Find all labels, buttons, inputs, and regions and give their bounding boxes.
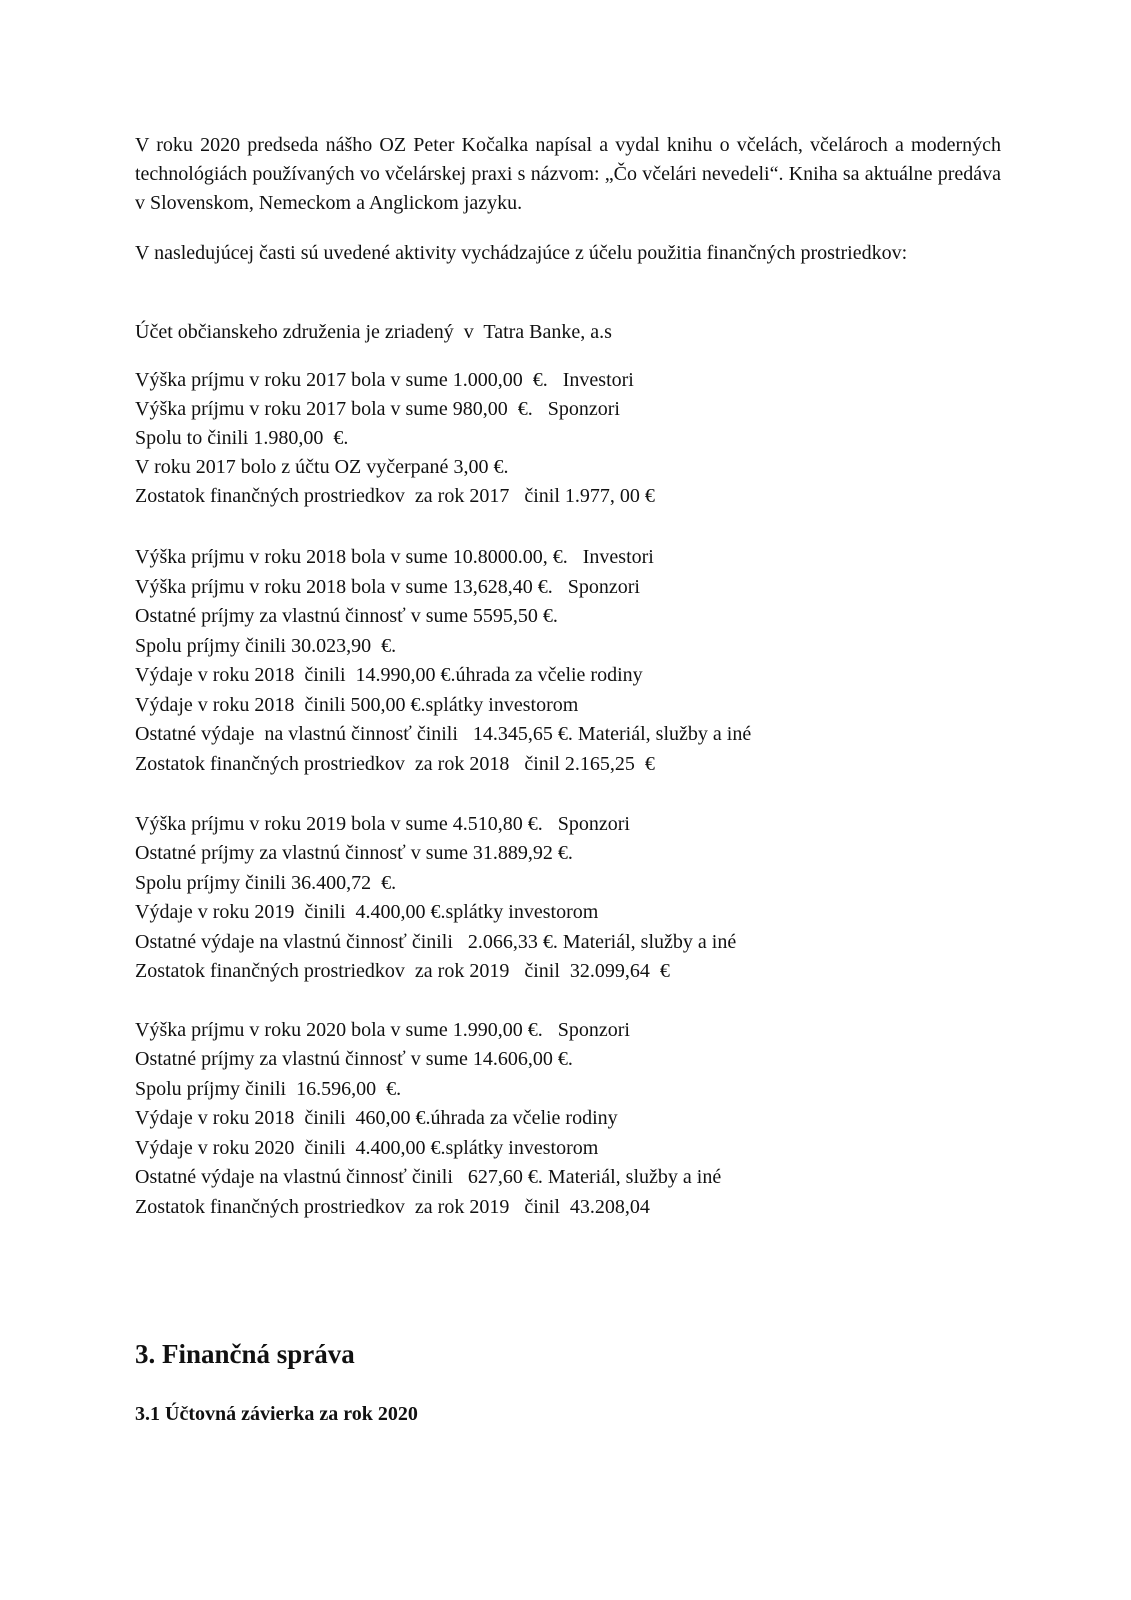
account-line: Účet občianskeho združenia je zriadený v Tatra Banke, a.s (135, 321, 612, 343)
line-2020-4: Výdaje v roku 2018 činili 460,00 €.úhrada za včelie rodiny (135, 1107, 618, 1129)
line-2019-1: Výška príjmu v roku 2019 bola v sume 4.510,80 €. Sponzori (135, 813, 630, 835)
line-2020-6: Ostatné výdaje na vlastnú činnosť činili 627,60 €. Materiál, služby a iné (135, 1166, 722, 1188)
line-2019-4: Výdaje v roku 2019 činili 4.400,00 €.splátky investorom (135, 901, 599, 923)
line-2019-3: Spolu príjmy činili 36.400,72 €. (135, 872, 397, 894)
line-2019-2: Ostatné príjmy za vlastnú činnosť v sume 31.889,92 €. (135, 842, 573, 864)
line-2017-1: Výška príjmu v roku 2017 bola v sume 1.000,00 €. Investori (135, 369, 634, 391)
subsection-heading: 3.1 Účtovná závierka za rok 2020 (135, 1403, 418, 1425)
line-2020-1: Výška príjmu v roku 2020 bola v sume 1.990,00 €. Sponzori (135, 1019, 630, 1041)
line-2020-7: Zostatok finančných prostriedkov za rok 2019 činil 43.208,04 (135, 1196, 650, 1218)
intro-paragraph: V roku 2020 predseda nášho OZ Peter Kočalka napísal a vydal knihu o včelách, včelároch a moderných technológiách používaných vo včelárskej praxi s názvom: „Čo včelári nevedeli“. Kniha sa aktuálne predáva v Slovenskom, Nemeckom a Anglickom jazyku. (135, 134, 1001, 214)
line-2018-6: Výdaje v roku 2018 činili 500,00 €.splátky investorom (135, 694, 579, 716)
line-2019-5: Ostatné výdaje na vlastnú činnosť činili 2.066,33 €. Materiál, služby a iné (135, 931, 737, 953)
line-2020-2: Ostatné príjmy za vlastnú činnosť v sume 14.606,00 €. (135, 1048, 573, 1070)
line-2019-6: Zostatok finančných prostriedkov za rok 2019 činil 32.099,64 € (135, 960, 670, 982)
line-2018-5: Výdaje v roku 2018 činili 14.990,00 €.úhrada za včelie rodiny (135, 664, 643, 686)
line-2020-5: Výdaje v roku 2020 činili 4.400,00 €.splátky investorom (135, 1137, 599, 1159)
line-2018-8: Zostatok finančných prostriedkov za rok 2018 činil 2.165,25 € (135, 753, 655, 775)
section-heading: 3. Finančná správa (135, 1339, 355, 1369)
line-2020-3: Spolu príjmy činili 16.596,00 €. (135, 1078, 402, 1100)
line-2018-1: Výška príjmu v roku 2018 bola v sume 10.8000.00, €. Investori (135, 546, 654, 568)
line-2017-4: V roku 2017 bolo z účtu OZ vyčerpané 3,00 €. (135, 456, 509, 478)
line-2018-4: Spolu príjmy činili 30.023,90 €. (135, 635, 397, 657)
line-2018-7: Ostatné výdaje na vlastnú činnosť činili 14.345,65 €. Materiál, služby a iné (135, 723, 752, 745)
line-2017-2: Výška príjmu v roku 2017 bola v sume 980,00 €. Sponzori (135, 398, 620, 420)
activities-paragraph: V nasledujúcej časti sú uvedené aktivity vychádzajúce z účelu použitia finančných prostriedkov: (135, 242, 908, 264)
line-2017-3: Spolu to činili 1.980,00 €. (135, 427, 349, 449)
line-2018-2: Výška príjmu v roku 2018 bola v sume 13,628,40 €. Sponzori (135, 576, 640, 598)
line-2018-3: Ostatné príjmy za vlastnú činnosť v sume 5595,50 €. (135, 605, 558, 627)
line-2017-5: Zostatok finančných prostriedkov za rok 2017 činil 1.977, 00 € (135, 485, 655, 507)
